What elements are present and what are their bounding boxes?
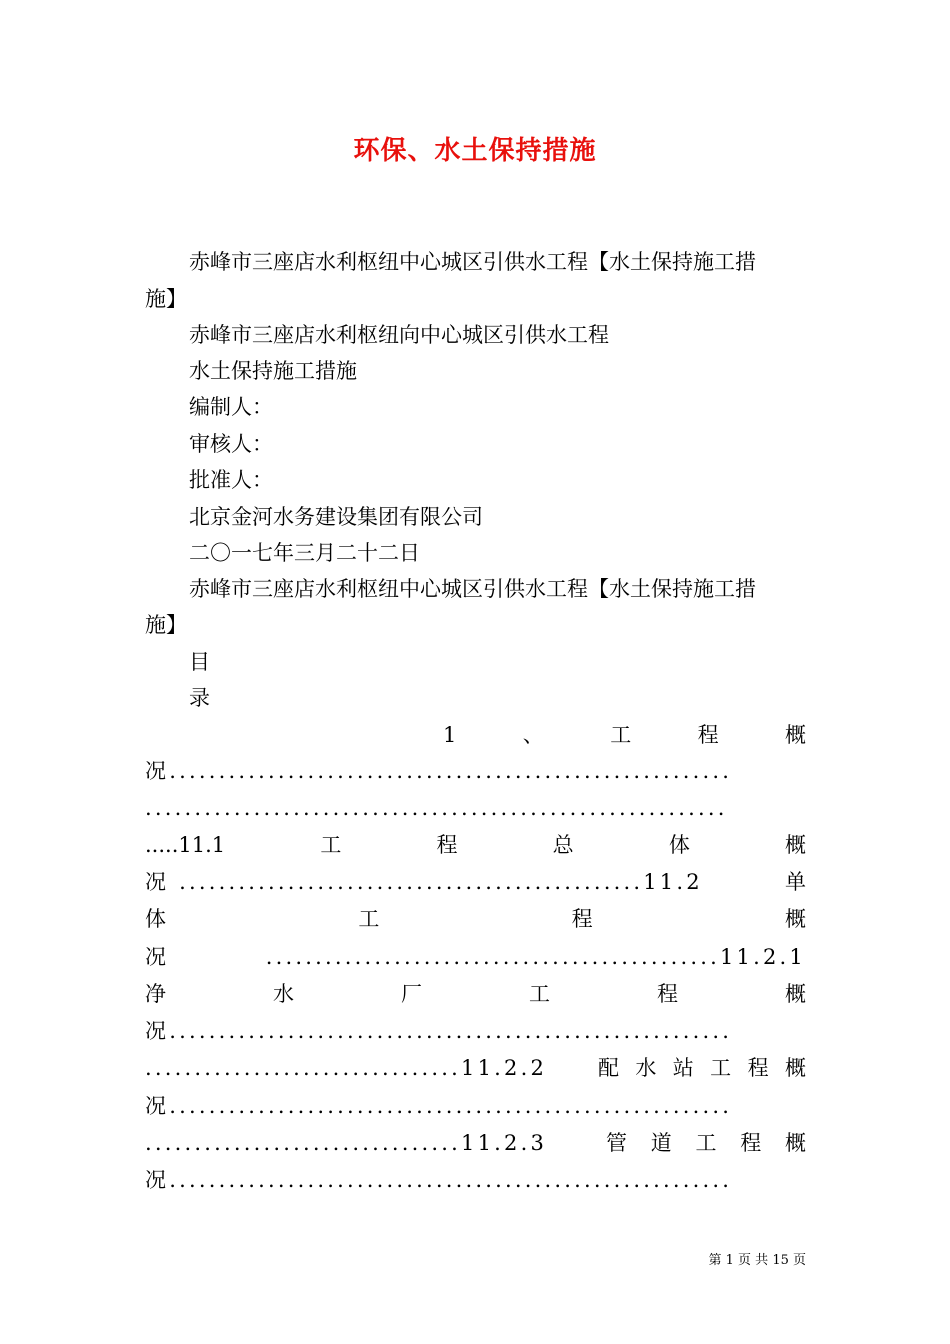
- paragraph: 赤峰市三座店水利枢纽中心城区引供水工程【水土保持施工措: [189, 577, 756, 601]
- toc-heading: 录: [189, 686, 210, 710]
- company-name: 北京金河水务建设集团有限公司: [189, 505, 483, 529]
- toc-entry: 况.........................................................: [145, 1168, 733, 1192]
- reviewer-label: 审核人：: [189, 432, 273, 456]
- compiler-label: 编制人：: [189, 395, 273, 419]
- toc-entry: 体 工 程 概: [145, 907, 806, 931]
- toc-entry: 况 ..............................................11.2.1: [145, 945, 806, 969]
- toc-entry: 净 水 厂 工 程 概: [145, 982, 806, 1006]
- paragraph: 水土保持施工措施: [189, 359, 357, 383]
- document-date: 二〇一七年三月二十二日: [189, 541, 420, 565]
- toc-entry: 况 ...............................................11.2 单: [145, 870, 806, 894]
- paragraph: 赤峰市三座店水利枢纽中心城区引供水工程【水土保持施工措: [189, 250, 756, 274]
- toc-entry: 1 、 工 程 概: [443, 723, 806, 747]
- paragraph: 施】: [145, 613, 187, 637]
- toc-entry: 况.........................................................: [145, 1094, 733, 1118]
- approver-label: 批准人：: [189, 468, 273, 492]
- toc-entry: ...........................................................: [145, 796, 728, 820]
- toc-entry: ................................11.2.2 配 水 站 工 程 概: [145, 1056, 806, 1080]
- toc-entry: 况.........................................................: [145, 759, 733, 783]
- toc-entry: 况.........................................................: [145, 1019, 733, 1043]
- paragraph: 赤峰市三座店水利枢纽向中心城区引供水工程: [189, 323, 609, 347]
- document-title: 环保、水土保持措施: [353, 136, 597, 166]
- page-number: 第 1 页 共 15 页: [708, 1253, 806, 1268]
- toc-entry: ................................11.2.3 管 道 工 程 概: [145, 1131, 806, 1155]
- toc-entry: .....11.1 工 程 总 体 概: [145, 833, 806, 857]
- toc-heading: 目: [189, 650, 210, 674]
- paragraph: 施】: [145, 287, 187, 311]
